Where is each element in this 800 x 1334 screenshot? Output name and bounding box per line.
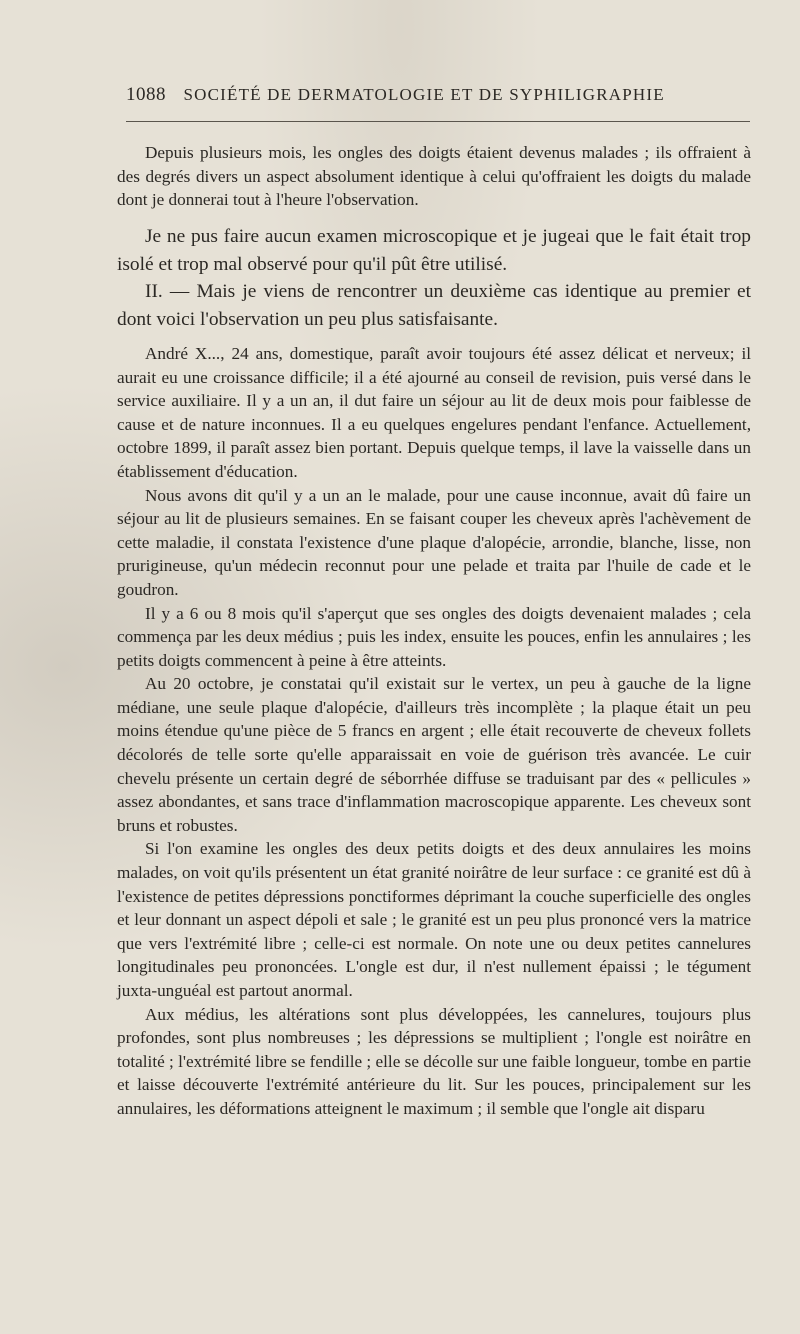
paragraph: Depuis plusieurs mois, les ongles des doigts étaient devenus malades ; ils offraient à des degrés divers un aspect absolument identique à celui qu'offraient les doigts du malade dont je donnerai tout à l'heure l'observation. [117, 143, 751, 210]
main-section [117, 223, 751, 334]
intro-section [117, 141, 751, 212]
paragraph: Au 20 octobre, je constatai qu'il existait sur le vertex, un peu à gauche de la ligne médiane, une seule plaque d'alopécie, d'ailleurs très incomplète ; la plaque était un peu moins étendue qu'une pièce de 5 francs en argent ; elle était recouverte de cheveux follets décolorés de telle sorte qu'elle apparaissait en voie de guérison très avancée. Le cuir chevelu présente un certain degré de séborrhée diffuse se traduisant par des « pellicules » assez abondantes, et sans trace d'inflammation macroscopique apparente. Les cheveux sont bruns et robustes. [117, 674, 751, 835]
paragraph: Nous avons dit qu'il y a un an le malade, pour une cause inconnue, avait dû faire un séjour au lit de plusieurs semaines. En se faisant couper les cheveux après l'achèvement de cette maladie, il constata l'existence d'une plaque d'alopécie, arrondie, blanche, lisse, non prurigineuse, qu'un médecin reconnut pour une pelade et traita par l'huile de cade et le goudron. [117, 485, 751, 599]
page-body [117, 141, 751, 1121]
running-header [126, 84, 750, 106]
paragraph: Aux médius, les altérations sont plus développées, les cannelures, toujours plus profondes, sont plus nombreuses ; les dépressions se multiplient ; l'ongle est noirâtre en totalité ; l'extrémité libre se fendille ; elle se décolle sur une faible longueur, tombe en partie et laisse découverte l'extrémité antérieure du lit. Sur les pouces, principalement sur les annulaires, les déformations atteignent le maximum ; il semble que l'ongle ait disparu [117, 1004, 751, 1118]
paragraph: Je ne pus faire aucun examen microscopique et je jugeai que le fait était trop isolé et trop mal observé pour qu'il pût être utilisé. [117, 225, 751, 275]
running-title: SOCIÉTÉ DE DERMATOLOGIE ET DE SYPHILIGRAPHIE [183, 85, 665, 104]
observation-section [117, 342, 751, 1121]
page-number: 1088 [126, 84, 166, 105]
paragraph: André X..., 24 ans, domestique, paraît avoir toujours été assez délicat et nerveux; il aurait eu une croissance difficile; il a été ajourné au conseil de revision, puis versé dans le service auxiliaire. Il y a un an, il dut faire un séjour au lit de deux mois pour faiblesse de cause et de nature inconnues. Il a eu quelques engelures pendant l'enfance. Actuellement, octobre 1899, il paraît assez bien portant. Depuis quelque temps, il lave la vaisselle dans un établissement d'éducation. [117, 343, 751, 481]
header-rule [126, 121, 750, 122]
paragraph: II. — Mais je viens de rencontrer un deuxième cas identique au premier et dont voici l'observation un peu plus satisfaisante. [117, 281, 751, 331]
paragraph: Il y a 6 ou 8 mois qu'il s'aperçut que ses ongles des doigts devenaient malades ; cela commença par les deux médius ; puis les index, ensuite les pouces, enfin les annulaires ; les petits doigts commencent à peine à être atteints. [117, 603, 751, 670]
paragraph: Si l'on examine les ongles des deux petits doigts et des deux annulaires les moins malades, on voit qu'ils présentent un état granité noirâtre de leur surface : ce granité est dû à l'existence de petites dépressions ponctiformes déprimant la couche superficielle des ongles et leur donnant un aspect dépoli et sale ; le granité est un peu plus prononcé vers la matrice que vers l'extrémité libre ; celle-ci est normale. On note une ou deux petites cannelures longitudinales peu prononcées. L'ongle est dur, il n'est nullement épaissi ; le tégument juxta-unguéal est partout anormal. [117, 839, 751, 1000]
